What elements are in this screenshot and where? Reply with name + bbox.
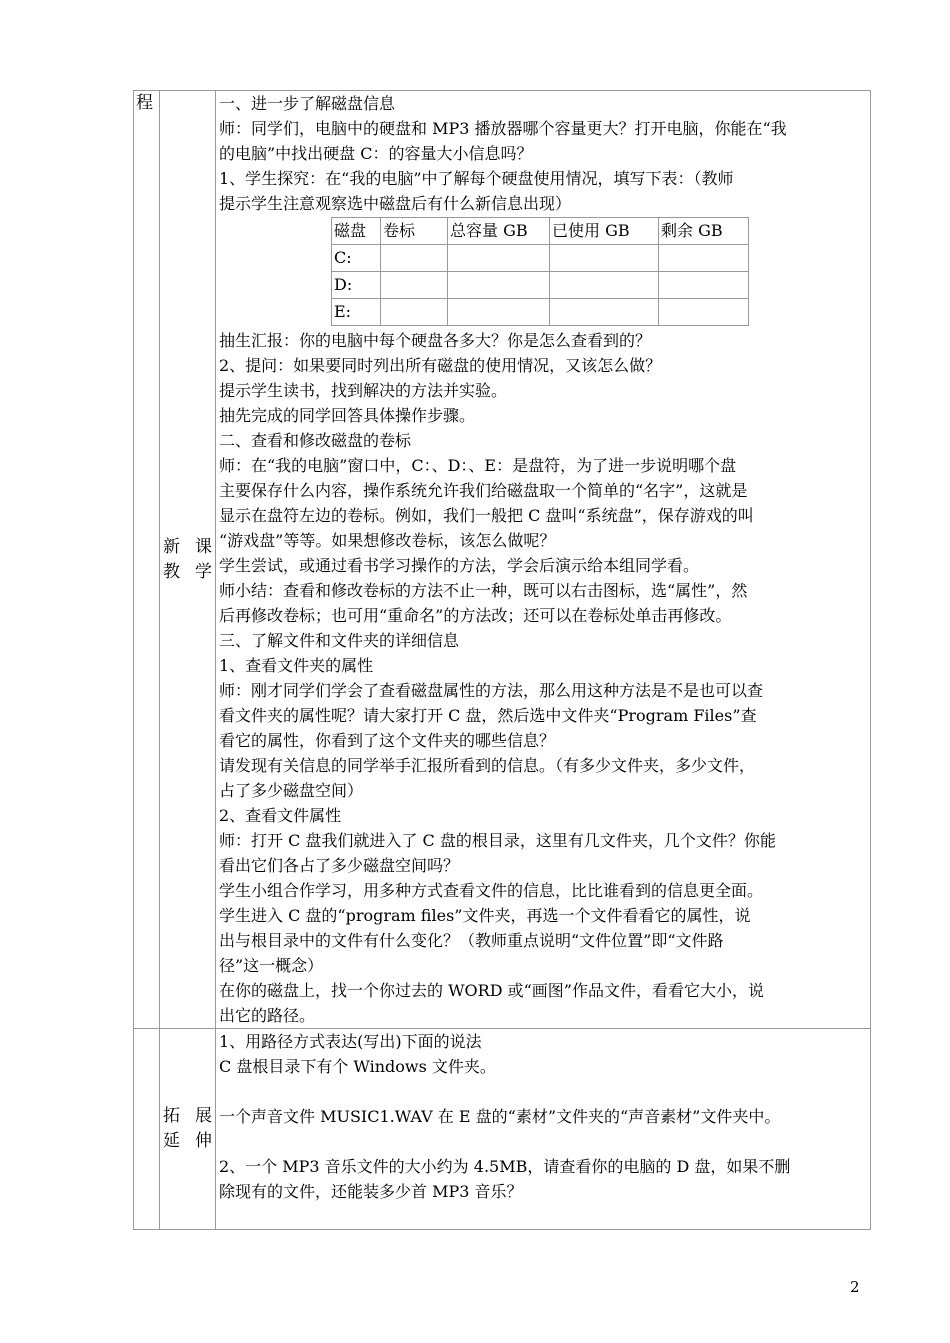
table-cell: E:	[332, 299, 381, 326]
disk-table-row	[332, 299, 749, 326]
text-line: 三、了解文件和文件夹的详细信息	[219, 631, 460, 650]
blank-line	[219, 1129, 870, 1154]
content-cell	[216, 91, 871, 1029]
table-cell	[448, 299, 550, 326]
text-line: 一、进一步了解磁盘信息	[219, 94, 396, 113]
table-cell	[381, 245, 448, 272]
content-cell	[216, 1029, 871, 1230]
extension-row	[134, 1029, 871, 1230]
section-label-line-1: 拓 展	[163, 1106, 212, 1126]
table-cell	[448, 245, 550, 272]
table-cell	[550, 245, 659, 272]
table-cell	[381, 299, 448, 326]
process-column-cell-empty	[134, 1029, 160, 1230]
text-line: 请发现有关信息的同学举手汇报所看到的信息。（有多少文件夹，多少文件，	[219, 756, 756, 775]
text-line: 2、查看文件属性	[219, 806, 342, 825]
table-cell	[659, 272, 749, 299]
text-line: “游戏盘”等等。如果想修改卷标，该怎么做呢？	[219, 531, 556, 550]
text-line: 师：打开 C 盘我们就进入了 C 盘的根目录，这里有几文件夹，几个文件？你能	[219, 831, 776, 850]
disk-table-row	[332, 272, 749, 299]
text-line: 1、学生探究：在“我的电脑”中了解每个硬盘使用情况，填写下表：（教师	[219, 169, 734, 188]
text-line: 抽先完成的同学回答具体操作步骤。	[219, 406, 476, 425]
text-line: 师：同学们，电脑中的硬盘和 MP3 播放器哪个容量更大？打开电脑，你能在“我	[219, 119, 787, 138]
table-cell	[659, 245, 749, 272]
text-line: 看出它们各占了多少磁盘空间吗？	[219, 856, 460, 875]
table-cell: D:	[332, 272, 381, 299]
process-column-cell	[134, 91, 160, 1029]
text-line: C 盘根目录下有个 Windows 文件夹。	[219, 1057, 496, 1076]
text-line: 显示在盘符左边的卷标。例如，我们一般把 C 盘叫“系统盘”，保存游戏的叫	[219, 506, 754, 525]
disk-usage-table	[331, 217, 749, 326]
text-line: 二、查看和修改磁盘的卷标	[219, 431, 412, 450]
text-line: 看它的属性，你看到了这个文件夹的哪些信息？	[219, 731, 556, 750]
text-line: 师小结：查看和修改卷标的方法不止一种，既可以右击图标，选“属性”，然	[219, 581, 748, 600]
text-line: 2、提问：如果要同时列出所有磁盘的使用情况，又该怎么做？	[219, 356, 662, 375]
text-line: 抽生汇报：你的电脑中每个硬盘各多大？你是怎么查看到的？	[219, 331, 652, 350]
text-line: 师：刚才同学们学会了查看磁盘属性的方法，那么用这种方法是不是也可以查	[219, 681, 764, 700]
teaching-row	[134, 91, 871, 1029]
text-line: 主要保存什么内容，操作系统允许我们给磁盘取一个简单的“名字”，这就是	[219, 481, 748, 500]
text-line: 1、用路径方式表达(写出)下面的说法	[219, 1032, 482, 1051]
text-line: 的电脑”中找出硬盘 C：的容量大小信息吗？	[219, 144, 533, 163]
process-label: 程	[136, 93, 153, 113]
text-line: 出与根目录中的文件有什么变化？（教师重点说明“文件位置”即“文件路	[219, 931, 724, 950]
text-line: 学生小组合作学习，用多种方式查看文件的信息，比比谁看到的信息更全面。	[219, 881, 764, 900]
page-number: 2	[850, 1278, 860, 1296]
header-cell: 剩余 GB	[659, 218, 749, 245]
disk-table-header-row	[332, 218, 749, 245]
text-line: 一个声音文件 MUSIC1.WAV 在 E 盘的“素材”文件夹的“声音素材”文件夹中。	[219, 1107, 781, 1126]
table-cell	[381, 272, 448, 299]
table-cell	[550, 272, 659, 299]
text-line: 占了多少磁盘空间）	[219, 781, 364, 800]
section-label-cell	[160, 1029, 216, 1230]
header-cell: 卷标	[381, 218, 448, 245]
content-block-a	[219, 91, 870, 216]
table-cell	[448, 272, 550, 299]
text-line: 学生尝试，或通过看书学习操作的方法，学会后演示给本组同学看。	[219, 556, 700, 575]
lesson-table	[133, 90, 871, 1230]
blank-line	[219, 1079, 870, 1104]
text-line: 提示学生读书，找到解决的方法并实验。	[219, 381, 508, 400]
section-label-cell	[160, 91, 216, 1029]
text-line: 学生进入 C 盘的“program files”文件夹，再选一个文件看看它的属性，说	[219, 906, 751, 925]
text-line: 提示学生注意观察选中磁盘后有什么新信息出现）	[219, 194, 572, 213]
header-cell: 总容量 GB	[448, 218, 550, 245]
table-cell	[550, 299, 659, 326]
text-line: 径”这一概念）	[219, 956, 324, 975]
table-cell	[659, 299, 749, 326]
header-cell: 磁盘	[332, 218, 381, 245]
section-label-line-2: 延伸	[163, 1131, 212, 1151]
header-cell: 已使用 GB	[550, 218, 659, 245]
table-cell: C:	[332, 245, 381, 272]
text-line: 后再修改卷标；也可用“重命名”的方法改；还可以在卷标处单击再修改。	[219, 606, 732, 625]
text-line: 出它的路径。	[219, 1006, 316, 1025]
text-line: 在你的磁盘上，找一个你过去的 WORD 或“画图”作品文件，看看它大小，说	[219, 981, 764, 1000]
section-label-line-1: 新 课	[163, 536, 212, 557]
text-line: 除现有的文件，还能装多少首 MP3 音乐？	[219, 1182, 523, 1201]
text-line: 看文件夹的属性呢？请大家打开 C 盘，然后选中文件夹“Program Files”查	[219, 706, 757, 725]
text-line: 2、一个 MP3 音乐文件的大小约为 4.5MB，请查看你的电脑的 D 盘，如果不删	[219, 1157, 791, 1176]
text-line: 师：在“我的电脑”窗口中，C：、D：、E：是盘符，为了进一步说明哪个盘	[219, 456, 737, 475]
extension-content	[219, 1029, 870, 1204]
text-line: 1、查看文件夹的属性	[219, 656, 374, 675]
section-label-line-2: 教学	[163, 561, 212, 582]
content-block-b	[219, 328, 870, 1028]
disk-table-row	[332, 245, 749, 272]
